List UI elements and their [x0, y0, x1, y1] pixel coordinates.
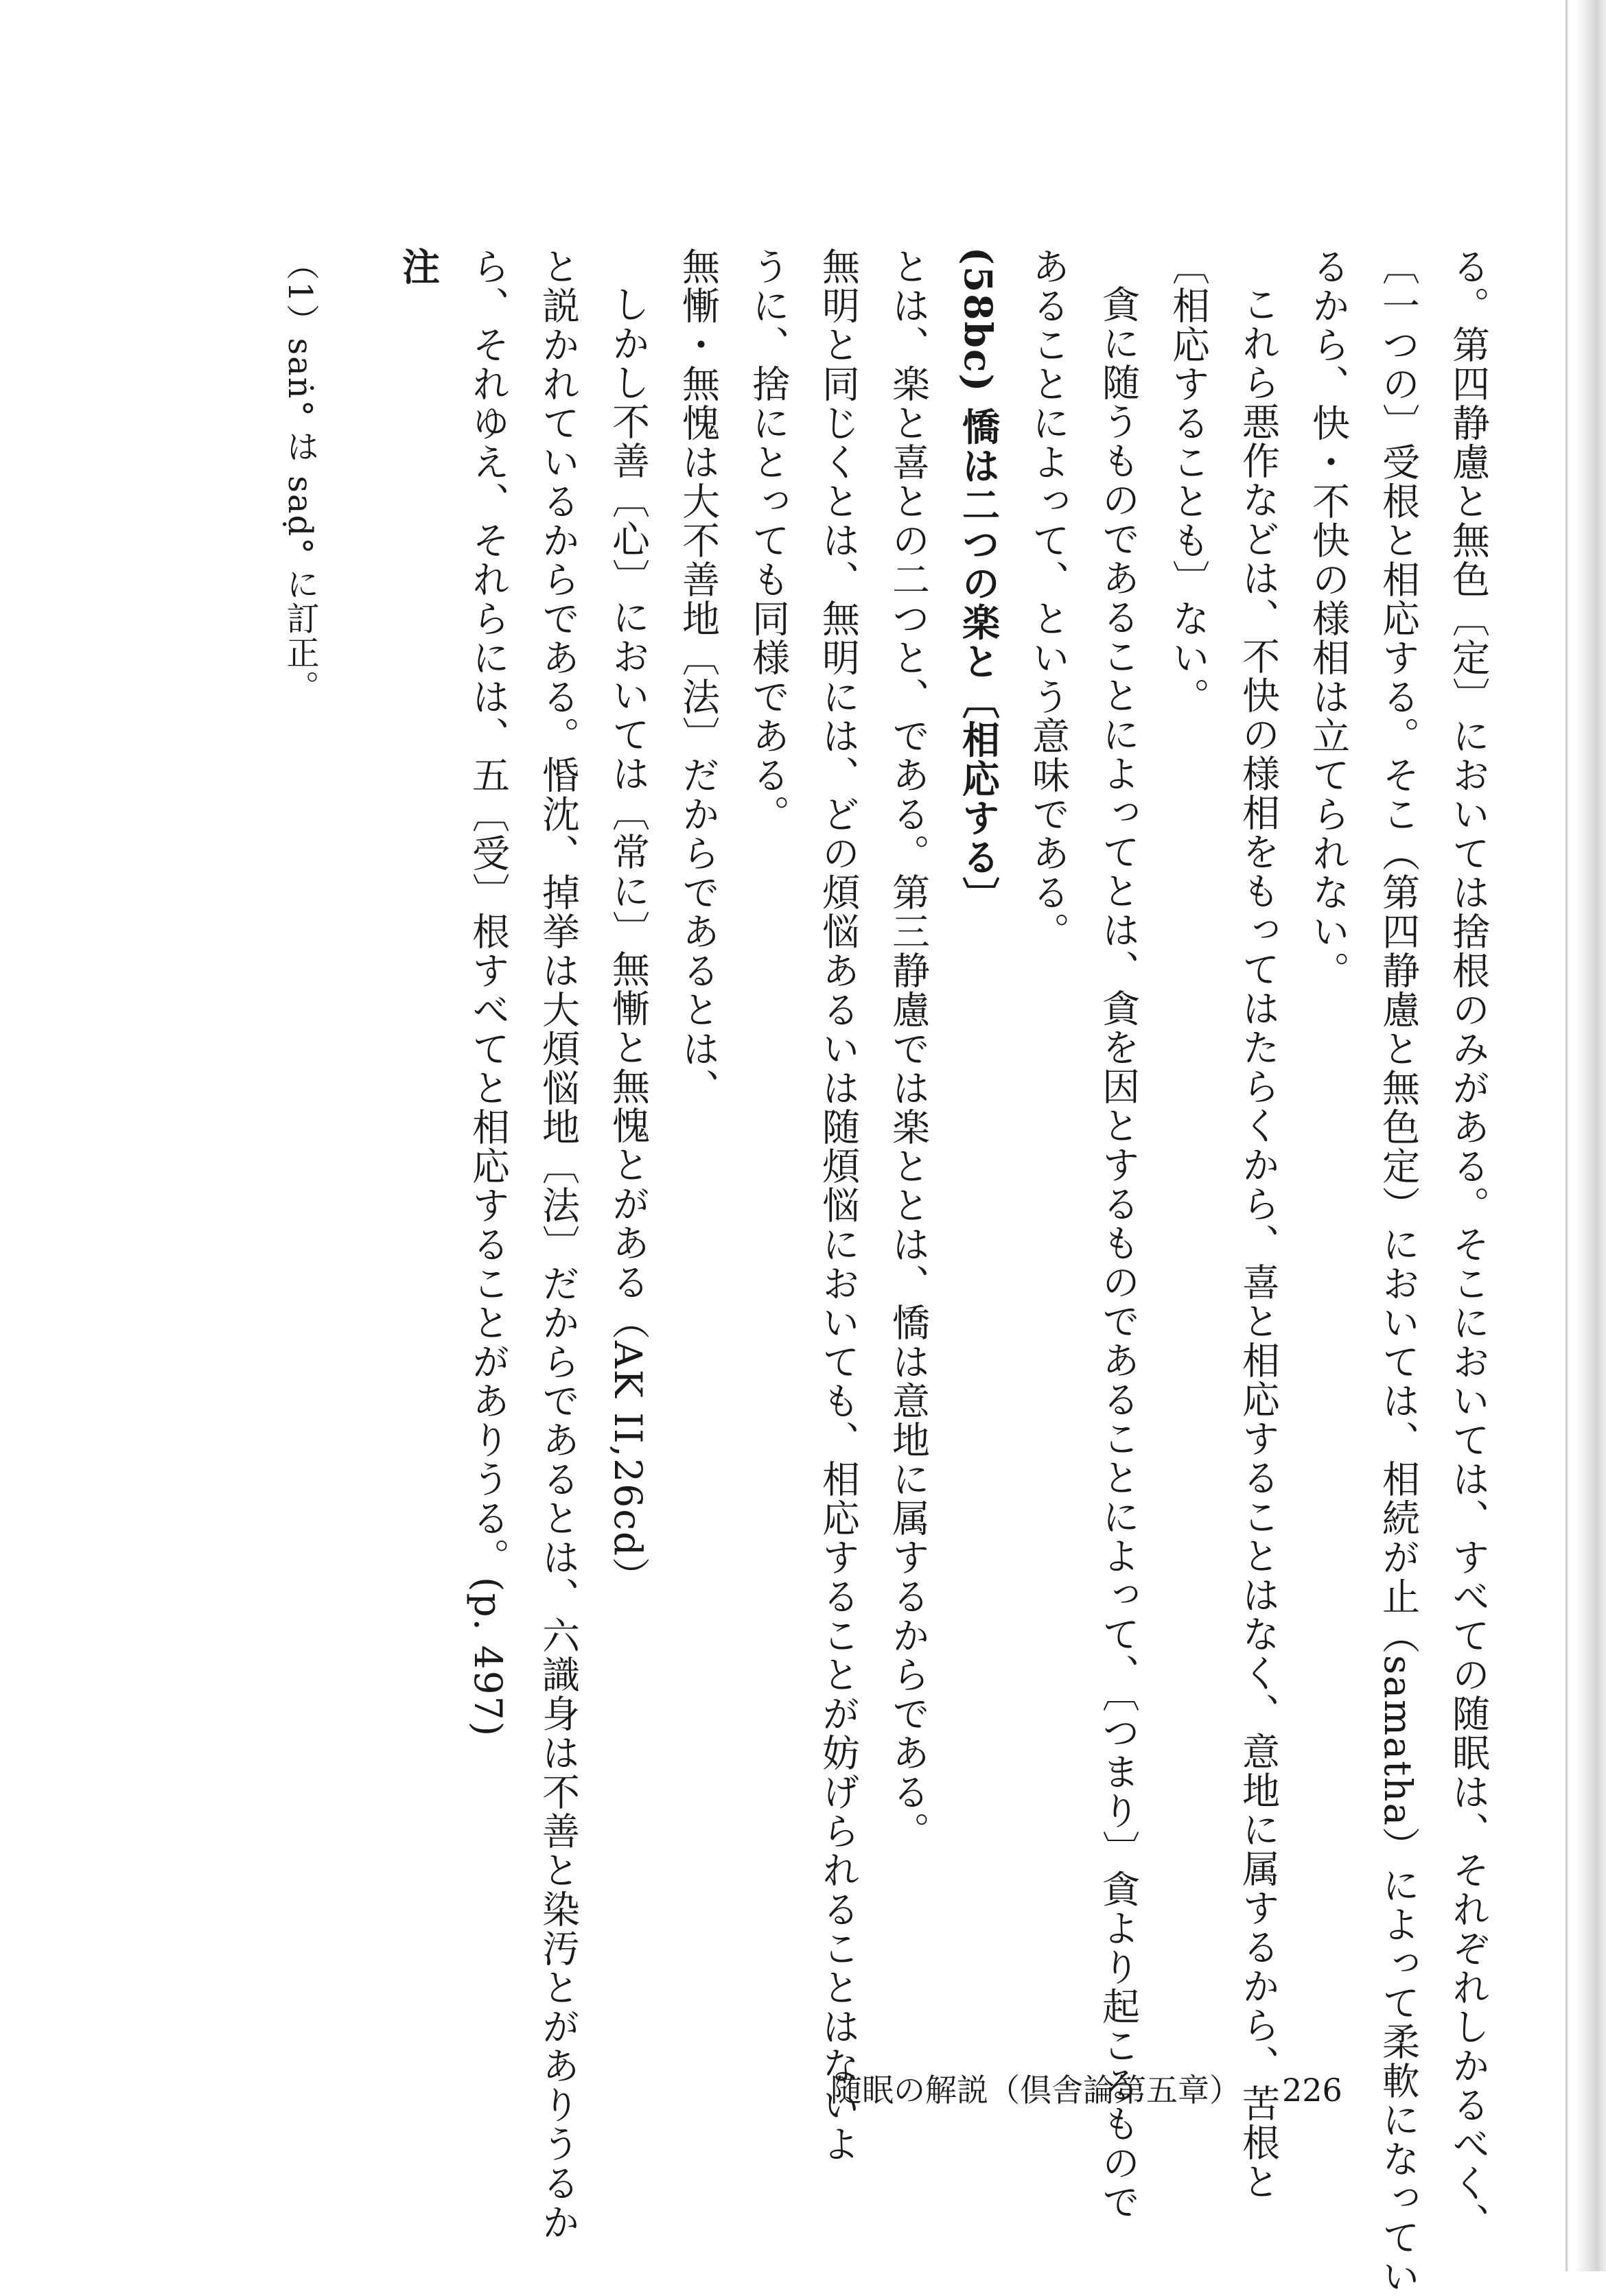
- text-line: 貪に随うものであることによってとは、貪を因とするものであることによって、〔つまり〕貪より起こるもので: [1096, 285, 1140, 2222]
- text-line: ら、それゆえ、それらには、五〔受〕根すべてと相応することがありうる。(p. 497): [466, 247, 510, 1738]
- page-number: 226: [1282, 2072, 1342, 2109]
- text-line: るから、快・不快の様相は立てられない。: [1306, 247, 1350, 990]
- running-title: 随眠の解説（倶舎論第五章）: [830, 2072, 1241, 2109]
- text-line: うに、捨にとっても同様である。: [746, 247, 790, 834]
- scan-edge: [1576, 0, 1606, 2271]
- text-line: る。第四静慮と無色〔定〕においては捨根のみがある。そこにおいては、すべての随眠は、それぞれしかるべく、: [1446, 247, 1490, 2242]
- verse-heading: (58bc) 憍は二つの楽と〔相応する〕: [956, 247, 1001, 916]
- text-line: これら悪作などは、不快の様相をもってはたらくから、喜と相応することはなく、意地に属するから、苦根と: [1236, 285, 1280, 2201]
- text-line: あることによって、という意味である。: [1026, 247, 1070, 951]
- notes-heading: 注: [396, 247, 441, 286]
- text-line: とは、楽と喜との二つと、である。第三静慮では楽ととは、憍は意地に属するからである。: [886, 247, 930, 1851]
- text-line: 無慚・無愧は大不善地〔法〕だからであるとは、: [676, 247, 720, 1108]
- scan-edge-line: [1566, 0, 1568, 2271]
- text-line: 〔一つの〕受根と相応する。そこ（第四静慮と無色定）においては、相続が止（samatha）によって柔軟になってい: [1376, 247, 1420, 2296]
- text-line: 〔相応することも〕ない。: [1166, 247, 1210, 716]
- text-line: 無明と同じくとは、無明には、どの煩悩あるいは随煩悩においても、相応することが妨げられることはないよ: [816, 247, 860, 2164]
- page-footer: [830, 2065, 1342, 2111]
- note-item: （1）saṅ° は saḍ° に訂正。: [281, 247, 319, 705]
- text-line: と説かれているからである。惛沈、掉挙は大煩悩地〔法〕だからであるとは、六識身は不善と染汚とがありうるか: [536, 247, 580, 2242]
- quotation-line: しかし不善〔心〕においては〔常に〕無慚と無愧とがある（AK II,26cd）: [606, 285, 650, 1597]
